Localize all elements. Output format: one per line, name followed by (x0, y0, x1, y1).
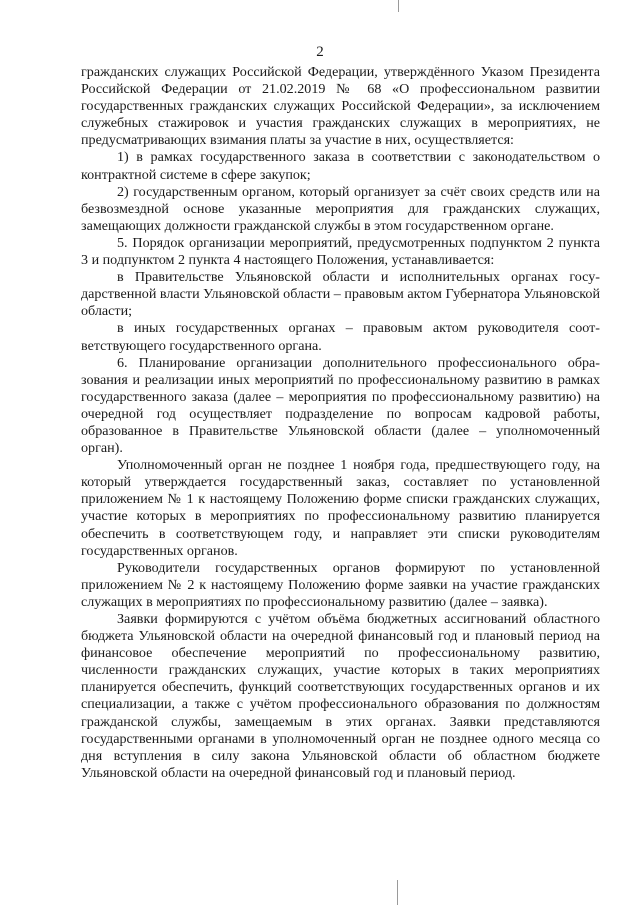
paragraph: 1) в рамках государственного заказа в соответствии с законодательством о контрактной системе в сфере закупок; (81, 149, 600, 183)
paragraph: 5. Порядок организации мероприятий, предусмотренных подпунктом 2 пункта 3 и подпунктом 2 пункта 4 настоящего Положения, устанавливается: (81, 234, 600, 269)
paragraph: 6. Планирование организации дополнительного профессионального образования и реализации иных мероприятий по профессиональному развитию в рамках государственного заказа (далее – мероприятия по профессиональному развитию) на очередной год осуществляет подразделение по вопросам кадровой работы, образованное в Правительстве Ульяновской области (далее – уполномоченный орган). (81, 354, 600, 457)
scan-mark-top (398, 0, 399, 12)
document-body (81, 64, 600, 782)
paragraph: в Правительстве Ульяновской области и исполнительных органах государственной власти Ульяновской области – правовым актом Губернатора Ульяновской области; (81, 269, 600, 320)
paragraph: Уполномоченный орган не позднее 1 ноября года, предшествующего году, на который утверждается государственный заказ, составляет по установленной приложением № 1 к настоящему Положению форме списки гражданских служащих, участие которых в мероприятиях по профессиональному развитию планируется обеспечить в соответствующем году, и направляет эти списки руководителям государственных органов. (81, 457, 600, 559)
paragraph: Руководители государственных органов формируют по установленной приложением № 2 к настоящему Положению форме заявки на участие гражданских служащих в мероприятиях по профессиональному развитию (далее – заявка). (81, 559, 600, 610)
paragraph: гражданских служащих Российской Федерации, утверждённого Указом Президента Российской Федерации от 21.02.2019 № 68 «О профессиональном развитии государственных гражданских служащих Российской Федерации», за исключением служебных стажировок и участия гражданских служащих в мероприятиях, не предусматривающих взимания платы за участие в них, осуществляется: (81, 64, 600, 149)
paragraph: 2) государственным органом, который организует за счёт своих средств или на безвозмездной основе указанные мероприятия для гражданских служащих, замещающих должности гражданской службы в этом государственном органе. (81, 183, 600, 234)
paragraph: в иных государственных органах – правовым актом руководителя соответствующего государственного органа. (81, 320, 600, 354)
paragraph: Заявки формируются с учётом объёма бюджетных ассигнований областного бюджета Ульяновской области на очередной финансовый год и плановый период на финансовое обеспечение мероприятий по профессиональному развитию, численности гражданских служащих, участие которых в таких мероприятиях планируется обеспечить, функций соответствующих государственных органов и их специализации, а также с учётом профессионального образования по должностям гражданской службы, замещаемым в этих органах. Заявки представляются государственными органами в уполномоченный орган не позднее одного месяца со дня вступления в силу закона Ульяновской области об областном бюджете Ульяновской области на очередной финансовый год и плановый период. (81, 611, 600, 781)
page-number: 2 (316, 44, 324, 60)
scan-mark-bottom (397, 880, 398, 905)
